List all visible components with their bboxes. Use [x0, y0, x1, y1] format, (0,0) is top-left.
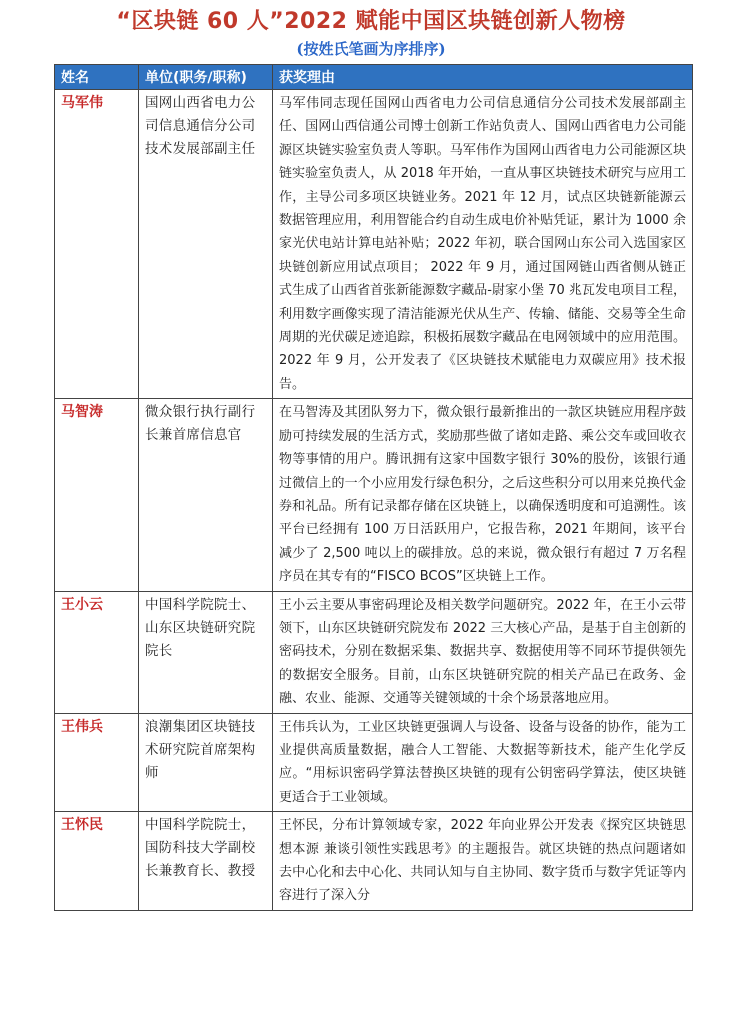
award-reason: 王伟兵认为，工业区块链更强调人与设备、设备与设备的协作，能为工业提供高质量数据，融合人工智能、大数据等新技术，能产生化学反应。“用标识密码学算法替换区块链的现有公钥密码学算法，使区块链更适合于工业领域。	[273, 713, 693, 812]
page-subtitle: (按姓氏笔画为序排序)	[296, 40, 446, 58]
table-row	[55, 713, 693, 812]
person-unit: 中国科学院院士，国防科技大学副校长兼教育长、教授	[139, 812, 273, 911]
award-reason: 在马智涛及其团队努力下，微众银行最新推出的一款区块链应用程序鼓励可持续发展的生活方式，奖励那些做了诸如走路、乘公交车或回收衣物等事情的用户。腾讯拥有这家中国数字银行 30%的股份，该银行通过微信上的一个小应用发行绿色积分，之后这些积分可以用来兑换代金券和礼品。所有记录都存储在区块链上，以确保透明度和可追溯性。该平台已经拥有 100 万日活跃用户，它报告称，2021 年期间，该平台减少了 2,500 吨以上的碳排放。总的来说，微众银行有超过 7 万名程序员在其专有的“FISCO BCOS”区块链上工作。	[273, 399, 693, 591]
award-reason: 王怀民，分布计算领域专家，2022 年向业界公开发表《探究区块链思想本源 兼谈引领性实践思考》的主题报告。就区块链的热点问题诸如去中心化和去中心化、共同认知与自主协同、数字货币与数字凭证等内容进行了深入分	[273, 812, 693, 911]
award-table	[54, 64, 693, 911]
award-reason: 马军伟同志现任国网山西省电力公司信息通信分公司技术发展部副主任、国网山西信通公司博士创新工作站负责人、国网山西省电力公司能源区块链实验室负责人等职。马军伟作为国网山西省电力公司能源区块链实验室负责人，从 2018 年开始，一直从事区块链技术研究与应用工作，主导公司多项区块链业务。2021 年 12 月，试点区块链新能源云数据管理应用，利用智能合约自动生成电价补贴凭证，累计为 1000 余家光伏电站计算电站补贴；2022 年初，联合国网山东公司入选国家区块链创新应用试点项目； 2022 年 9 月，通过国网链山西省侧从链正式生成了山西省首张新能源数字藏品-尉家小堡 70 兆瓦发电项目工程，利用数字画像实现了清洁能源光伏从生产、传输、储能、交易等全生命周期的光伏碳足迹追踪，积极拓展数字藏品在电网领域中的应用范围。2022 年 9 月，公开发表了《区块链技术赋能电力双碳应用》技术报告。	[273, 90, 693, 399]
person-unit: 中国科学院院士、山东区块链研究院院长	[139, 591, 273, 713]
header-unit: 单位(职务/职称)	[139, 65, 273, 90]
table-row	[55, 812, 693, 911]
person-unit: 微众银行执行副行长兼首席信息官	[139, 399, 273, 591]
person-unit: 浪潮集团区块链技术研究院首席架构师	[139, 713, 273, 812]
page-title: “区块链 60 人”2022 赋能中国区块链创新人物榜	[116, 9, 626, 34]
table-row	[55, 591, 693, 713]
table-row	[55, 399, 693, 591]
person-name: 王小云	[55, 591, 139, 713]
person-unit: 国网山西省电力公司信息通信分公司技术发展部副主任	[139, 90, 273, 399]
person-name: 王怀民	[55, 812, 139, 911]
table-row	[55, 90, 693, 399]
person-name: 王伟兵	[55, 713, 139, 812]
person-name: 马军伟	[55, 90, 139, 399]
person-name: 马智涛	[55, 399, 139, 591]
header-row	[55, 65, 693, 90]
award-reason: 王小云主要从事密码理论及相关数学问题研究。2022 年，在王小云带领下，山东区块链研究院发布 2022 三大核心产品，是基于自主创新的密码技术，分别在数据采集、数据共享、数据使用等不同环节提供领先的数据安全服务。目前，山东区块链研究院的相关产品已在政务、金融、农业、能源、交通等关键领域的十余个场景落地应用。	[273, 591, 693, 713]
table-header	[55, 65, 693, 90]
header-reason: 获奖理由	[273, 65, 693, 90]
header-name: 姓名	[55, 65, 139, 90]
